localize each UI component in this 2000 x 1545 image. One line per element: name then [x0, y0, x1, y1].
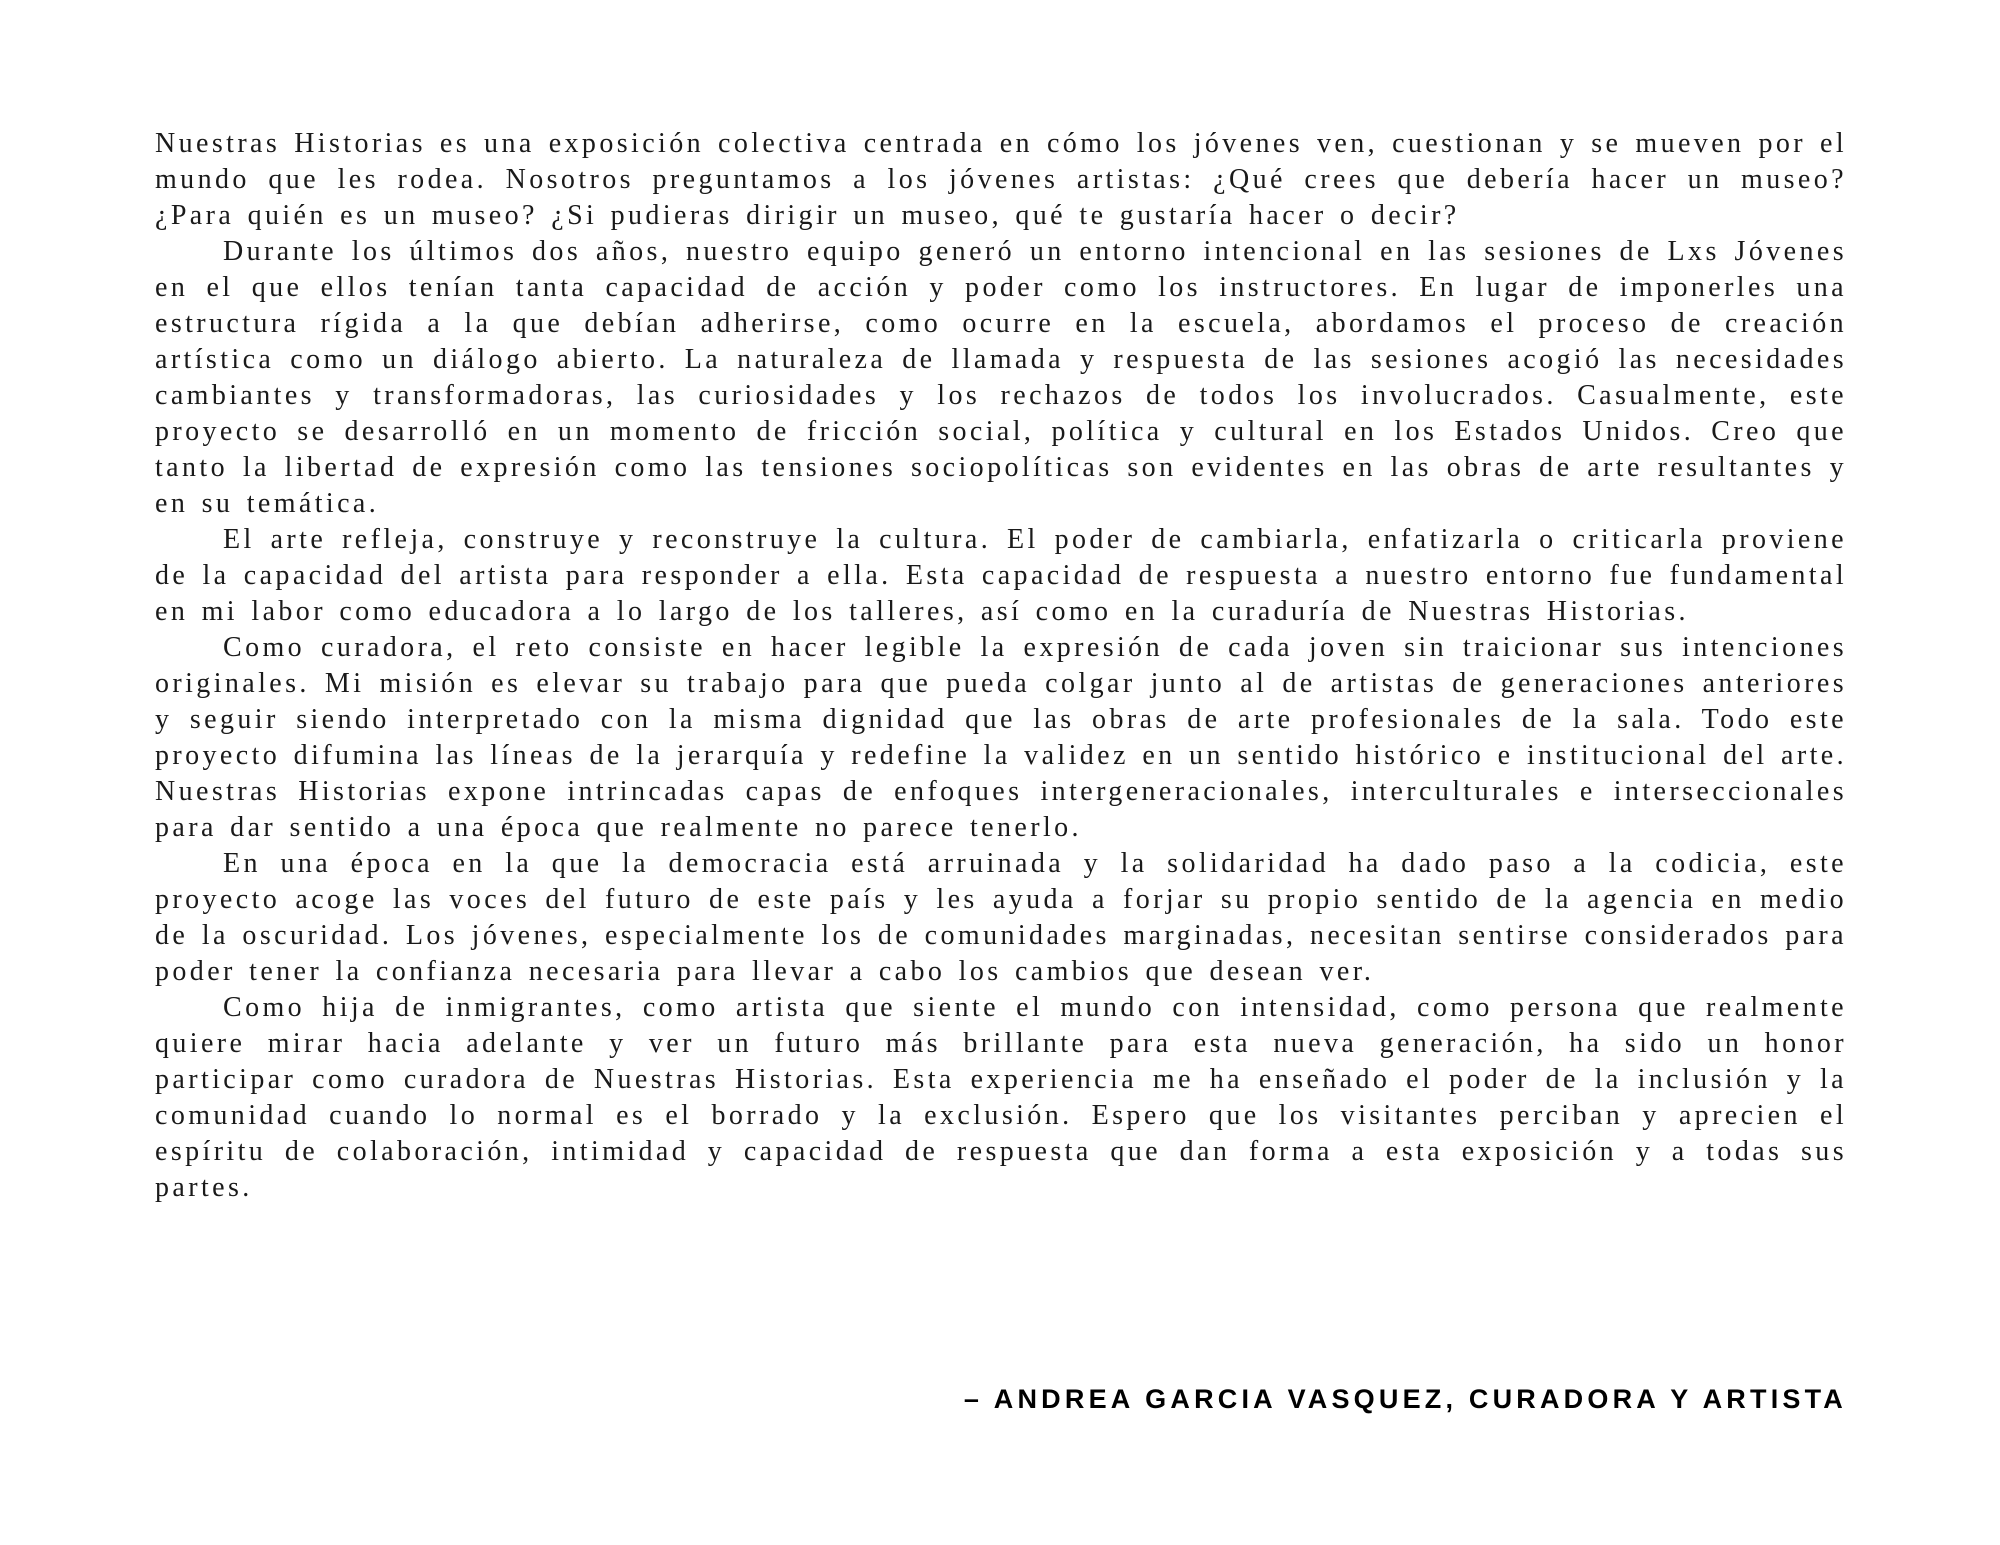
paragraph-intro: Nuestras Historias es una exposición colectiva centrada en cómo los jóvenes ven, cuestionan y se mueven por el mundo que les rodea. Nosotros preguntamos a los jóvenes artistas: ¿Qué crees que debería hacer un museo? ¿Para quién es un museo? ¿Si pudieras dirigir un museo, qué te gustaría hacer o decir?: [155, 128, 1847, 231]
document-body: [155, 126, 1847, 1414]
paragraph-team-sessions: Durante los últimos dos años, nuestro equipo generó un entorno intencional en las sesiones de Lxs Jóvenes en el que ellos tenían tanta capacidad de acción y poder como los instructores. En lugar de imponerles una estructura rígida a la que debían adherirse, como ocurre en la escuela, abordamos el proceso de creación artística como un diálogo abierto. La naturaleza de llamada y respuesta de las sesiones acogió las necesidades cambiantes y transformadoras, las curiosidades y los rechazos de todos los involucrados. Casualmente, este proyecto se desarrolló en un momento de fricción social, política y cultural en los Estados Unidos. Creo que tanto la libertad de expresión como las tensiones sociopolíticas son evidentes en las obras de arte resultantes y en su temática.: [155, 236, 1847, 519]
paragraph-democracy: En una época en la que la democracia está arruinada y la solidaridad ha dado paso a la codicia, este proyecto acoge las voces del futuro de este país y les ayuda a forjar su propio sentido de la agencia en medio de la oscuridad. Los jóvenes, especialmente los de comunidades marginadas, necesitan sentirse considerados para poder tener la confianza necesaria para llevar a cabo los cambios que desean ver.: [155, 848, 1847, 987]
paragraph-curator-challenge: Como curadora, el reto consiste en hacer legible la expresión de cada joven sin traicionar sus intenciones originales. Mi misión es elevar su trabajo para que pueda colgar junto al de artistas de generaciones anteriores y seguir siendo interpretado con la misma dignidad que las obras de arte profesionales de la sala. Todo este proyecto difumina las líneas de la jerarquía y redefine la validez en un sentido histórico e institucional del arte. Nuestras Historias expone intrincadas capas de enfoques intergeneracionales, interculturales e interseccionales para dar sentido a una época que realmente no parece tenerlo.: [155, 632, 1847, 843]
paragraph-art-reflects: El arte refleja, construye y reconstruye la cultura. El poder de cambiarla, enfatizarla o criticarla proviene de la capacidad del artista para responder a ella. Esta capacidad de respuesta a nuestro entorno fue fundamental en mi labor como educadora a lo largo de los talleres, así como en la curaduría de Nuestras Historias.: [155, 524, 1847, 627]
paragraph-immigrant-daughter: Como hija de inmigrantes, como artista que siente el mundo con intensidad, como persona que realmente quiere mirar hacia adelante y ver un futuro más brillante para esta nueva generación, ha sido un honor participar como curadora de Nuestras Historias. Esta experiencia me ha enseñado el poder de la inclusión y la comunidad cuando lo normal es el borrado y la exclusión. Espero que los visitantes perciban y aprecien el espíritu de colaboración, intimidad y capacidad de respuesta que dan forma a esta exposición y a todas sus partes.: [155, 992, 1847, 1203]
author-signature: – ANDREA GARCIA VASQUEZ, CURADORA Y ARTISTA: [963, 1384, 1847, 1414]
